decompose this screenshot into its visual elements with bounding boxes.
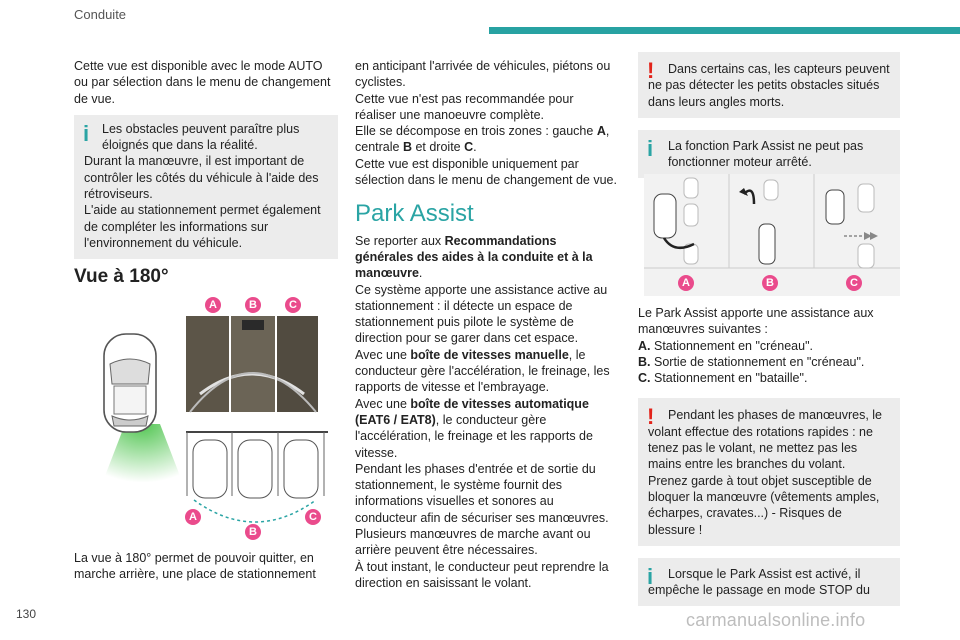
para-180: La vue à 180° permet de pouvoir quitter, en marche arrière, une place de stationnement bbox=[74, 551, 316, 582]
label-a-top: A bbox=[205, 297, 221, 313]
page-number: 130 bbox=[16, 607, 37, 621]
figure-park-assist bbox=[644, 174, 900, 296]
list-item: C. Stationnement en "bataille". bbox=[638, 371, 808, 386]
section-heading-park-assist: Park Assist bbox=[355, 200, 474, 228]
info-icon: i bbox=[83, 120, 90, 146]
chapter-title: Conduite bbox=[74, 7, 127, 22]
p-take-over: À tout instant, le conducteur peut reprendre la direction en saisissant le volant. bbox=[355, 559, 609, 590]
info-box-engine: i La fonction Park Assist ne peut pas fonctionner moteur arrêté. bbox=[638, 130, 900, 179]
p-zones: Elle se décompose en trois zones : gauche A, centrale B et droite C. bbox=[355, 124, 610, 155]
zone-a: A bbox=[596, 124, 606, 139]
park-assist-manoeuvres bbox=[638, 305, 900, 606]
column-middle bbox=[355, 58, 617, 591]
pa-intro: Le Park Assist apporte une assistance aux manœuvres suivantes : bbox=[638, 306, 874, 337]
info-icon: i bbox=[647, 135, 654, 161]
label-b: B bbox=[762, 275, 778, 291]
zone-b: B bbox=[402, 140, 412, 155]
label-a-bottom: A bbox=[185, 509, 201, 525]
info-line-3: L'aide au stationnement permet également de compléter les informations sur l'environnement du véhicule. bbox=[84, 203, 321, 250]
info-box-stop: i Lorsque le Park Assist est activé, il empêche le passage en mode STOP du bbox=[638, 558, 900, 607]
figure-180-view bbox=[90, 294, 340, 544]
pa-list bbox=[638, 338, 900, 387]
label-c: C bbox=[846, 275, 862, 291]
column-right bbox=[638, 52, 900, 178]
info-line-1: Les obstacles peuvent paraître plus éloignés que dans la réalité. bbox=[102, 121, 300, 153]
info-line-2: Durant la manœuvre, il est important de contrôler les côtés du véhicule à l'aide des rétroviseurs. bbox=[84, 154, 319, 202]
p-automatic: Avec une boîte de vitesses automatique (EAT6 / EAT8), le conducteur gère l'accélération, le freinage et les rapports de vitesse. bbox=[355, 396, 593, 460]
list-item: A. Stationnement en "créneau". bbox=[638, 338, 813, 353]
p-manual: Avec une boîte de vitesses manuelle, le conducteur gère l'accélération, le freinage, les rapports de vitesse et l'embrayage. bbox=[355, 347, 610, 395]
column-left bbox=[74, 58, 338, 259]
section-heading-180: Vue à 180° bbox=[74, 266, 169, 287]
info-box bbox=[74, 115, 338, 259]
header-accent-bar bbox=[489, 27, 960, 34]
label-b-bottom: B bbox=[245, 524, 261, 540]
list-item: B. Sortie de stationnement en "créneau". bbox=[638, 354, 865, 369]
label-b-top: B bbox=[245, 297, 261, 313]
p-system: Ce système apporte une assistance active au stationnement : il détecte un espace de stationnement puis pilote le système de direction pour se garer dans cet espace. bbox=[355, 282, 608, 346]
warning-box-steering: ! Pendant les phases de manœuvres, le volant effectue des rotations rapides : ne tenez pas le volant, ne mettez pas les mains entre les branches du volant. Prenez garde à tout objet susceptible de bloquer la manœuvre (vêtements amples, écharpes, cravates...) - Risques de blessure ! bbox=[638, 398, 900, 545]
warning-icon: ! bbox=[647, 58, 655, 83]
watermark: carmanualsonline.info bbox=[686, 610, 866, 630]
p-not-recommended: Cette vue n'est pas recommandée pour réaliser une manoeuvre complète. bbox=[355, 91, 574, 122]
label-a: A bbox=[678, 275, 694, 291]
label-c-top: C bbox=[285, 297, 301, 313]
intro-paragraph: Cette vue est disponible avec le mode AUTO ou par sélection dans le menu de changement de vue. bbox=[74, 59, 331, 106]
p-phases: Pendant les phases d'entrée et de sortie du stationnement, le système fournit des informations visuelles et sonores au conducteur afin de sécuriser ses manœuvres. Plusieurs manœuvres de marche avant ou arrière peuvent être nécessaires. bbox=[355, 461, 609, 558]
warning-icon: ! bbox=[647, 404, 655, 430]
p-menu-only: Cette vue est disponible uniquement par sélection dans le menu de changement de vue. bbox=[355, 156, 617, 188]
label-c-bottom: C bbox=[305, 509, 321, 525]
rear-camera-illustration bbox=[90, 294, 340, 544]
zone-c: C bbox=[464, 140, 474, 155]
p-reference: Se reporter aux Recommandations générales des aides à la conduite et à la manœuvre. bbox=[355, 233, 593, 281]
p-anticipation: en anticipant l'arrivée de véhicules, piétons ou cyclistes. bbox=[355, 59, 611, 90]
warning-box-sensors: ! Dans certains cas, les capteurs peuvent ne pas détecter les petits obstacles situés dans leurs angles morts. bbox=[638, 52, 900, 118]
info-icon: i bbox=[647, 563, 654, 589]
